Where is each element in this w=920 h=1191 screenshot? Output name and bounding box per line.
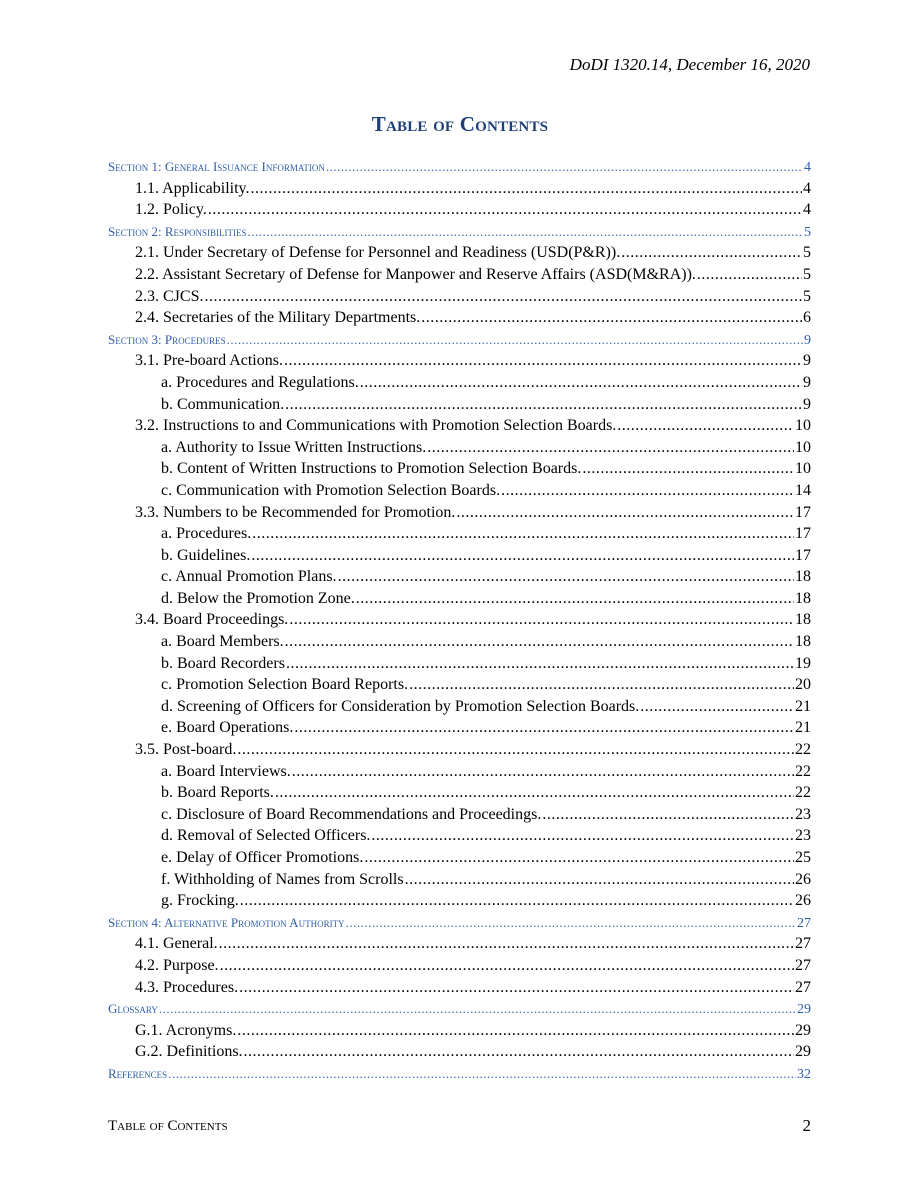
toc-entry-label[interactable]: 4.1. General. (135, 935, 218, 953)
toc-entry-label[interactable]: 3.4. Board Proceedings. (135, 611, 289, 629)
toc-entry-label[interactable]: 3.5. Post-board. (135, 741, 237, 759)
toc-entry-page[interactable]: 23 (795, 805, 811, 823)
toc-entry-page[interactable]: 20 (795, 676, 811, 694)
toc-entry[interactable] (108, 933, 811, 955)
toc-entry-page[interactable]: 17 (795, 525, 811, 543)
toc-entry-label[interactable]: Glossary (108, 1001, 158, 1017)
toc-entry-page[interactable]: 5 (803, 265, 811, 283)
footer-label: Table of Contents (108, 1118, 228, 1134)
toc-entry-label[interactable]: 1.2. Policy. (135, 201, 207, 219)
toc-entry-label[interactable]: a. Authority to Issue Written Instructions. (161, 438, 427, 456)
dot-leader (252, 523, 794, 545)
dot-leader (371, 825, 794, 847)
toc-entry-label[interactable]: 2.4. Secretaries of the Military Departments. (135, 309, 421, 327)
toc-entry[interactable] (108, 696, 811, 718)
toc-entry-page[interactable]: 17 (795, 503, 811, 521)
toc-entry-page[interactable]: 23 (795, 827, 811, 845)
toc-entry[interactable] (108, 717, 811, 739)
toc-entry-page[interactable]: 22 (795, 784, 811, 802)
toc-entry-page[interactable]: 29 (795, 1043, 811, 1061)
dot-leader (294, 717, 794, 739)
toc-entry-page[interactable]: 26 (795, 870, 811, 888)
toc-entry[interactable] (108, 502, 811, 524)
dot-leader (219, 933, 794, 955)
toc-entry-label[interactable]: Section 3: Procedures (108, 331, 226, 347)
toc-entry[interactable] (108, 286, 811, 308)
toc-entry-label[interactable]: G.2. Definitions. (135, 1043, 243, 1061)
toc-entry-page[interactable]: 18 (795, 633, 811, 651)
toc-entry-page[interactable]: 6 (803, 309, 811, 327)
dot-leader (338, 566, 794, 588)
toc-entry-label[interactable]: a. Board Interviews. (161, 762, 291, 780)
toc-entry[interactable] (108, 804, 811, 826)
toc-entry-page[interactable]: 17 (795, 546, 811, 564)
dot-leader (208, 199, 802, 221)
toc-entry-page[interactable]: 4 (803, 201, 811, 219)
toc-entry-page[interactable]: 25 (795, 849, 811, 866)
toc-entry[interactable] (108, 955, 811, 977)
toc-entry[interactable] (108, 350, 811, 372)
toc-entry-page[interactable]: 4 (803, 179, 811, 197)
toc-entry-page[interactable]: 18 (795, 611, 811, 629)
dot-leader (285, 394, 802, 416)
toc-entry-label[interactable]: g. Frocking. (161, 892, 239, 910)
dot-leader (240, 890, 794, 912)
dot-leader (237, 1020, 794, 1042)
toc-entry-label[interactable]: d. Below the Promotion Zone. (161, 589, 355, 607)
dot-leader (405, 869, 794, 891)
toc-entry[interactable] (108, 761, 811, 783)
toc-entry[interactable] (108, 199, 811, 221)
toc-entry[interactable] (108, 825, 811, 847)
toc-entry-label[interactable]: 4.2. Purpose. (135, 956, 219, 974)
toc-entry-label[interactable]: Section 2: Responsibilities (108, 223, 247, 239)
dot-leader (251, 545, 794, 567)
toc-entry[interactable] (108, 545, 811, 567)
dot-leader (289, 609, 794, 631)
toc-entry-label[interactable]: f. Withholding of Names from Scrolls (161, 870, 404, 888)
toc-entry[interactable] (108, 307, 811, 329)
dot-leader (697, 264, 802, 286)
dot-leader (286, 653, 794, 675)
toc-entry[interactable] (108, 890, 811, 912)
dot-leader (621, 242, 802, 264)
dot-leader (251, 178, 802, 200)
toc-section-entry[interactable] (108, 998, 811, 1020)
toc-entry-page[interactable]: 29 (797, 1002, 811, 1018)
toc-entry[interactable] (108, 674, 811, 696)
page-title: Table of Contents (371, 112, 549, 136)
toc-entry[interactable] (108, 372, 811, 394)
toc-entry[interactable] (108, 437, 811, 459)
toc-entry[interactable] (108, 415, 811, 437)
toc-entry-page[interactable]: 22 (795, 741, 811, 759)
toc-entry-page[interactable]: 4 (804, 160, 811, 175)
dot-leader (617, 415, 794, 437)
dot-leader (237, 739, 794, 761)
toc-entry-label[interactable]: 3.1. Pre-board Actions. (135, 352, 283, 370)
toc-section-entry[interactable] (108, 156, 811, 178)
toc-entry-page[interactable]: 9 (804, 332, 811, 348)
toc-entry-label[interactable]: G.1. Acronyms. (135, 1021, 237, 1039)
toc-entry-label[interactable]: e. Board Operations. (161, 719, 294, 737)
toc-entry-page[interactable]: 10 (795, 460, 811, 478)
dot-leader (501, 480, 794, 502)
toc-entry-label[interactable]: c. Promotion Selection Board Reports. (161, 676, 409, 694)
dot-leader (421, 307, 802, 329)
toc-section-entry[interactable] (108, 912, 811, 934)
dot-leader (159, 998, 796, 1020)
dot-leader (292, 761, 794, 783)
toc-entry[interactable] (108, 588, 811, 610)
dot-leader (356, 588, 794, 610)
dot-leader (640, 696, 794, 718)
toc-entry-label[interactable]: b. Content of Written Instructions to Promotion Selection Boards. (161, 460, 582, 478)
toc-entry-label[interactable]: b. Board Reports. (161, 784, 274, 802)
toc-entry-label[interactable]: b. Guidelines. (161, 546, 251, 564)
toc-entry[interactable] (108, 458, 811, 480)
dot-leader (456, 502, 794, 524)
toc-entry-page[interactable]: 27 (795, 956, 811, 974)
toc-entry-page[interactable]: 9 (803, 373, 811, 391)
toc-entry-page[interactable]: 27 (795, 978, 811, 996)
dot-leader (244, 1041, 794, 1063)
toc-entry-label[interactable]: c. Annual Promotion Plans. (161, 568, 337, 586)
toc-entry-page[interactable]: 10 (795, 438, 811, 456)
toc-entry-label[interactable]: a. Procedures and Regulations. (161, 373, 359, 391)
toc-entry-page[interactable]: 27 (797, 915, 811, 931)
toc-entry-label[interactable]: Section 1: General Issuance Information (108, 159, 325, 174)
toc-entry[interactable] (108, 782, 811, 804)
toc-entry[interactable] (108, 977, 811, 999)
toc-entry[interactable] (108, 609, 811, 631)
toc-entry-label[interactable]: a. Procedures. (161, 525, 252, 543)
dot-leader (220, 955, 794, 977)
toc-entry-page[interactable]: 9 (803, 395, 811, 413)
toc-entry-label[interactable]: b. Communication. (161, 395, 285, 413)
document-header: DoDI 1320.14, December 16, 2020 (569, 55, 810, 74)
toc-entry-label[interactable]: c. Disclosure of Board Recommendations and Proceedings. (161, 805, 542, 823)
toc-entry-page[interactable]: 19 (795, 654, 811, 672)
toc-entry-label[interactable]: d. Removal of Selected Officers. (161, 827, 371, 845)
toc-entry-page[interactable]: 32 (797, 1066, 811, 1082)
toc-entry-label[interactable]: 3.2. Instructions to and Communications with Promotion Selection Boards. (135, 417, 617, 435)
toc-section-entry[interactable] (108, 1063, 811, 1085)
toc-entry[interactable] (108, 523, 811, 545)
toc-entry[interactable] (108, 653, 811, 675)
toc-entry[interactable] (108, 480, 811, 502)
toc-entry-page[interactable]: 18 (795, 589, 811, 607)
toc-entry-label[interactable]: d. Screening of Officers for Consideration by Promotion Selection Boards. (161, 697, 640, 715)
dot-leader (227, 329, 803, 351)
dot-leader (248, 221, 803, 243)
toc-entry-page[interactable]: 21 (795, 697, 811, 715)
toc-entry-label[interactable]: 2.1. Under Secretary of Defense for Personnel and Readiness (USD(P&R)). (135, 244, 621, 262)
toc-entry-label[interactable]: Section 4: Alternative Promotion Authority (108, 914, 345, 930)
toc-entry-page[interactable]: 5 (804, 224, 811, 240)
dot-leader (275, 782, 794, 804)
dot-leader (582, 458, 794, 480)
toc-entry-page[interactable]: 14 (795, 481, 811, 499)
toc-entry-page[interactable]: 5 (803, 287, 811, 305)
dot-leader (542, 804, 794, 826)
toc-section-entry[interactable] (108, 221, 811, 243)
toc-entry[interactable] (108, 394, 811, 416)
dot-leader (346, 912, 796, 934)
footer-page-number: 2 (802, 1116, 811, 1135)
toc-entry-label[interactable]: 2.2. Assistant Secretary of Defense for Manpower and Reserve Affairs (ASD(M&RA)). (135, 265, 696, 283)
toc-entry-page[interactable]: 18 (795, 568, 811, 586)
toc-entry-label[interactable]: c. Communication with Promotion Selection Boards. (161, 481, 501, 499)
table-of-contents (108, 156, 811, 1085)
toc-entry-label[interactable]: a. Board Members. (161, 633, 284, 651)
toc-entry[interactable] (108, 847, 811, 869)
toc-entry-label[interactable]: 2.3. CJCS. (135, 287, 204, 305)
toc-entry-page[interactable]: 29 (795, 1021, 811, 1039)
toc-entry[interactable] (108, 869, 811, 891)
toc-entry-page[interactable]: 26 (795, 892, 811, 910)
dot-leader (168, 1063, 796, 1085)
toc-entry[interactable] (108, 739, 811, 761)
toc-entry-label[interactable]: 4.3. Procedures. (135, 978, 239, 996)
toc-entry-page[interactable]: 27 (795, 935, 811, 953)
dot-leader (284, 350, 802, 372)
toc-entry[interactable] (108, 264, 811, 286)
toc-entry-page[interactable]: 21 (795, 719, 811, 737)
toc-entry[interactable] (108, 631, 811, 653)
toc-entry[interactable] (108, 1020, 811, 1042)
toc-entry[interactable] (108, 566, 811, 588)
dot-leader (427, 437, 794, 459)
dot-leader (285, 631, 794, 653)
toc-entry-page[interactable]: 5 (803, 244, 811, 262)
toc-entry-page[interactable]: 22 (795, 762, 811, 780)
dot-leader (364, 847, 794, 869)
toc-section-entry[interactable] (108, 329, 811, 351)
dot-leader (239, 977, 794, 999)
toc-entry-label[interactable]: References (108, 1065, 168, 1081)
toc-entry[interactable] (108, 1041, 811, 1063)
toc-entry-label[interactable]: 3.3. Numbers to be Recommended for Promotion. (135, 503, 456, 521)
dot-leader (204, 286, 802, 308)
toc-entry-label[interactable]: e. Delay of Officer Promotions. (161, 849, 364, 866)
dot-leader (409, 674, 794, 696)
dot-leader (360, 372, 802, 394)
toc-entry-label[interactable]: b. Board Recorders (161, 654, 285, 672)
toc-entry[interactable] (108, 178, 811, 200)
toc-entry-page[interactable]: 10 (795, 417, 811, 435)
toc-entry[interactable] (108, 242, 811, 264)
toc-entry-label[interactable]: 1.1. Applicability. (135, 179, 250, 197)
toc-entry-page[interactable]: 9 (803, 352, 811, 370)
dot-leader (326, 156, 803, 178)
